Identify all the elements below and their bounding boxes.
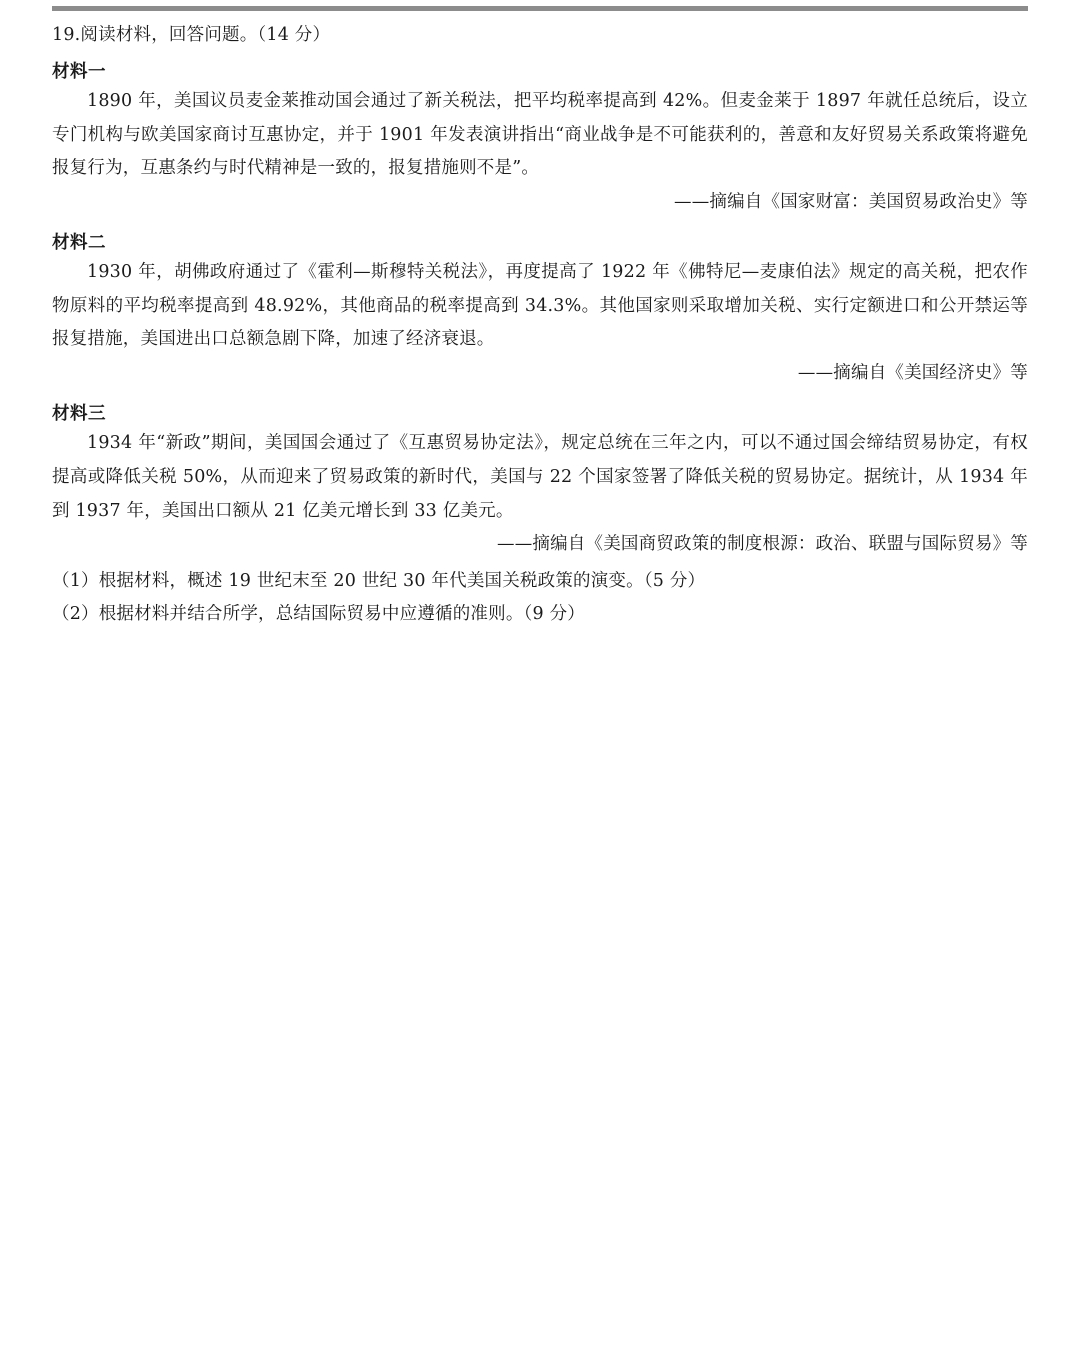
question-heading: 19.阅读材料，回答问题。（14 分）	[52, 25, 331, 45]
material-body-3: 1934 年“新政”期间，美国国会通过了《互惠贸易协定法》，规定总统在三年之内，可以不通过国会缔结贸易协定，有权提高或降低关税 50%，从而迎来了贸易政策的新时代，美国与 22 个国家签署了降低关税的贸易协定。据统计，从 1934 年到 1937 年，美国出口额从 21 亿美元增长到 33 亿美元。	[52, 433, 1028, 521]
material-block-1	[52, 58, 1028, 219]
material-source-2: ——摘编自《美国经济史》等	[797, 363, 1028, 384]
sub-question-1: （1）根据材料，概述 19 世纪末至 20 世纪 30 年代美国关税政策的演变。（5 分）	[52, 571, 706, 592]
material-source-3: ——摘编自《美国商贸政策的制度根源：政治、联盟与国际贸易》等	[497, 534, 1028, 555]
material-block-3	[52, 400, 1028, 561]
sub-questions	[52, 565, 1028, 630]
material-body-2: 1930 年，胡佛政府通过了《霍利—斯穆特关税法》，再度提高了 1922 年《佛特尼—麦康伯法》规定的高关税，把农作物原料的平均税率提高到 48.92%，其他商品的税率提高到 34.3%。其他国家则采取增加关税、实行定额进口和公开禁运等报复措施，美国进出口总额急剧下降，加速了经济衰退。	[52, 262, 1028, 350]
material-label-2: 材料二	[52, 233, 106, 254]
material-source-1: ——摘编自《国家财富：美国贸易政治史》等	[674, 192, 1028, 213]
material-body-1: 1890 年，美国议员麦金莱推动国会通过了新关税法，把平均税率提高到 42%。但麦金莱于 1897 年就任总统后，设立专门机构与欧美国家商讨互惠协定，并于 1901 年发表演讲指出“商业战争是不可能获利的，善意和友好贸易关系政策将避免报复行为，互惠条约与时代精神是一致的，报复措施则不是”。	[52, 91, 1028, 179]
sub-question-2: （2）根据材料并结合所学，总结国际贸易中应遵循的准则。（9 分）	[52, 603, 585, 624]
material-block-2	[52, 229, 1028, 390]
page-top-divider	[52, 6, 1028, 11]
exam-question-page	[52, 22, 1028, 630]
material-label-1: 材料一	[52, 62, 106, 83]
material-label-3: 材料三	[52, 404, 106, 425]
